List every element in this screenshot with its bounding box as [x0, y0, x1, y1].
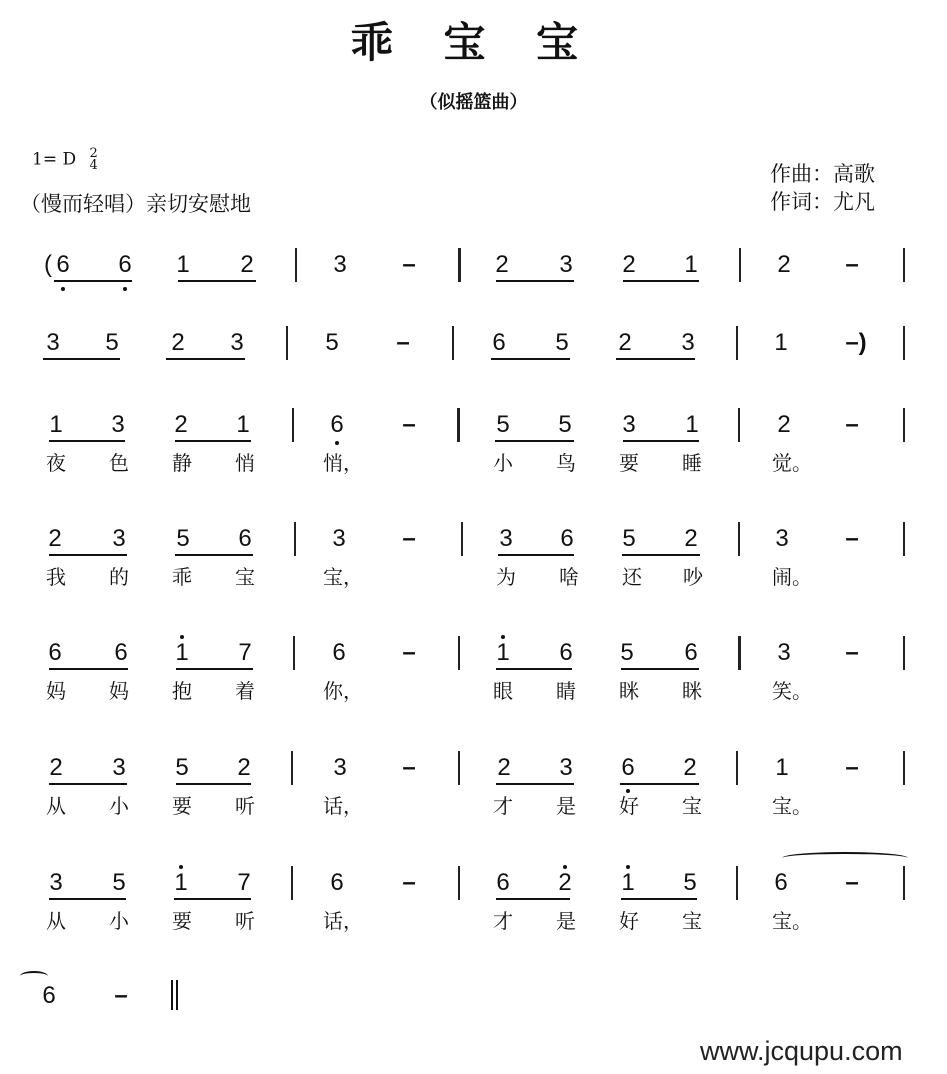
barline	[736, 866, 738, 900]
barline	[452, 326, 454, 360]
eighth-beam	[166, 358, 245, 360]
note: 6	[48, 639, 62, 666]
eighth-beam	[623, 440, 699, 442]
note: 6	[496, 869, 510, 896]
time-signature	[90, 148, 98, 172]
dash: –	[402, 411, 416, 438]
barline	[739, 248, 741, 282]
lyric: 眼	[493, 679, 513, 703]
note: 3	[49, 869, 63, 896]
lyric: 的	[109, 565, 129, 589]
note: 2	[622, 251, 636, 278]
lyric: 妈	[46, 679, 66, 703]
lyric: 悄	[235, 451, 255, 475]
lyric: 静	[172, 451, 192, 475]
barline	[291, 866, 293, 900]
barline	[903, 522, 905, 556]
note: 6	[330, 411, 344, 438]
eighth-beam	[491, 358, 570, 360]
barline	[903, 326, 905, 360]
low-octave-dot	[335, 441, 339, 445]
lyric: 小	[493, 451, 513, 475]
lyric: 要	[172, 909, 192, 933]
score-row-verse-1	[0, 410, 947, 475]
dash: –	[396, 329, 410, 356]
high-octave-dot	[626, 865, 630, 869]
eighth-beam	[496, 280, 574, 282]
tie-slur	[782, 852, 908, 864]
note: 6	[114, 639, 128, 666]
eighth-beam	[178, 280, 256, 282]
eighth-beam	[176, 783, 251, 785]
note: 6	[492, 329, 506, 356]
note: 3	[777, 639, 791, 666]
note: 2	[171, 329, 185, 356]
lyric: 还	[622, 565, 642, 589]
eighth-beam	[498, 554, 574, 556]
score-row-intro-1	[0, 250, 947, 310]
barline	[457, 408, 460, 442]
note: 2	[497, 754, 511, 781]
note: 3	[775, 525, 789, 552]
eighth-beam	[622, 554, 700, 556]
high-octave-dot	[501, 635, 505, 639]
note: 5	[112, 869, 126, 896]
note: 6	[684, 639, 698, 666]
lyric: 从	[46, 794, 66, 818]
lyric: 话，	[323, 909, 363, 933]
score-row-verse-5	[0, 868, 947, 933]
note: 6	[118, 251, 132, 278]
eighth-beam	[49, 898, 126, 900]
lyric: 话，	[323, 794, 363, 818]
tempo-expression: （慢而轻唱）亲切安慰地	[20, 192, 251, 216]
lyric: 从	[46, 909, 66, 933]
eighth-beam	[49, 668, 128, 670]
eighth-beam	[43, 358, 120, 360]
barline	[286, 326, 288, 360]
barline	[903, 866, 905, 900]
low-octave-dot	[123, 287, 127, 291]
low-octave-dot	[61, 287, 65, 291]
score-row-verse-4	[0, 753, 947, 818]
eighth-beam	[176, 668, 253, 670]
note: 5	[683, 869, 697, 896]
composer-credit: 作曲：高歌	[770, 162, 875, 186]
note: 5	[325, 329, 339, 356]
dash: –	[845, 754, 859, 781]
note: 1	[685, 411, 699, 438]
barline	[458, 636, 460, 670]
note: 1	[621, 869, 635, 896]
barline	[458, 248, 461, 282]
note: 3	[46, 329, 60, 356]
note: 6	[42, 982, 56, 1009]
high-octave-dot	[180, 635, 184, 639]
lyric: 抱	[172, 679, 192, 703]
lyric: 宝	[235, 565, 255, 589]
score-row-coda	[0, 981, 947, 1041]
eighth-beam	[621, 898, 697, 900]
barline	[903, 751, 905, 785]
lyric: 妈	[109, 679, 129, 703]
note: 1	[176, 251, 190, 278]
lyric: 笑。	[772, 679, 812, 703]
time-signature-top: 2	[89, 146, 98, 161]
eighth-beam	[620, 783, 699, 785]
barline	[294, 522, 296, 556]
lyric: 闹。	[772, 565, 812, 589]
barline	[903, 248, 905, 282]
eighth-beam	[496, 898, 570, 900]
note: 2	[237, 754, 251, 781]
lyric: 睡	[682, 451, 702, 475]
dash: –	[402, 251, 416, 278]
note: 2	[777, 411, 791, 438]
dash: –	[402, 639, 416, 666]
note: 2	[495, 251, 509, 278]
lyric: 宝，	[323, 565, 363, 589]
note: 5	[175, 754, 189, 781]
lyric: 是	[556, 794, 576, 818]
barline	[738, 522, 740, 556]
watermark: www.jcqupu.com	[700, 1036, 903, 1066]
note: 7	[237, 869, 251, 896]
barline	[736, 326, 738, 360]
note: 1	[175, 639, 189, 666]
barline	[461, 522, 463, 556]
barline	[903, 408, 905, 442]
high-octave-dot	[179, 865, 183, 869]
lyric: 是	[556, 909, 576, 933]
note: 5	[558, 411, 572, 438]
lyric: 眯	[619, 679, 639, 703]
barline	[292, 408, 294, 442]
note: 1	[174, 869, 188, 896]
score-row-verse-2	[0, 524, 947, 589]
note: 5	[555, 329, 569, 356]
note: 5	[176, 525, 190, 552]
lyric: 我	[46, 565, 66, 589]
lyric: 夜	[46, 451, 66, 475]
eighth-beam	[496, 668, 572, 670]
eighth-beam	[175, 440, 251, 442]
eighth-beam	[49, 783, 127, 785]
note: 2	[777, 251, 791, 278]
eighth-beam	[174, 898, 251, 900]
note: 5	[620, 639, 634, 666]
credits	[770, 160, 875, 216]
barline	[295, 248, 297, 282]
eighth-beam	[623, 280, 699, 282]
lyric: 才	[493, 909, 513, 933]
dash: –	[845, 525, 859, 552]
lyric: 好	[619, 909, 639, 933]
dash: –	[114, 982, 128, 1009]
eighth-beam	[616, 358, 695, 360]
lyric: 听	[235, 794, 255, 818]
score-row-intro-2	[0, 328, 947, 388]
note: 6	[56, 251, 70, 278]
note: 6	[621, 754, 635, 781]
lyric: 才	[493, 794, 513, 818]
note: 2	[683, 754, 697, 781]
time-signature-bottom: 4	[89, 158, 98, 173]
note: 6	[330, 869, 344, 896]
dash: –	[845, 411, 859, 438]
note: 6	[238, 525, 252, 552]
note: 7	[238, 639, 252, 666]
barline	[736, 751, 738, 785]
eighth-beam	[621, 668, 699, 670]
lyric: 悄，	[323, 451, 363, 475]
lyric: 色	[109, 451, 129, 475]
lyric: 听	[235, 909, 255, 933]
barline	[458, 866, 460, 900]
lyric: 要	[172, 794, 192, 818]
score-row-verse-3	[0, 638, 947, 703]
note: 2	[49, 754, 63, 781]
lyric: 着	[235, 679, 255, 703]
note: 2	[558, 869, 572, 896]
song-title: 乖 宝 宝	[350, 18, 597, 67]
note: 1	[684, 251, 698, 278]
note: 3	[333, 251, 347, 278]
lyric: 睛	[556, 679, 576, 703]
open-paren: (	[44, 251, 52, 278]
note: 3	[332, 525, 346, 552]
lyric: 乖	[172, 565, 192, 589]
lyric: 宝	[682, 909, 702, 933]
eighth-beam	[175, 554, 253, 556]
note: 1	[496, 639, 510, 666]
dash: –	[402, 869, 416, 896]
eighth-beam	[49, 440, 125, 442]
note: 6	[774, 869, 788, 896]
barline	[291, 751, 293, 785]
note: 6	[560, 525, 574, 552]
dash: –	[845, 639, 859, 666]
note: 1	[775, 754, 789, 781]
note: 2	[240, 251, 254, 278]
note: 3	[622, 411, 636, 438]
lyric: 你，	[323, 679, 363, 703]
key-signature	[32, 148, 98, 172]
note: 3	[333, 754, 347, 781]
tie-slur	[20, 971, 48, 981]
lyric: 好	[619, 794, 639, 818]
lyric: 宝。	[772, 794, 812, 818]
lyric: 觉。	[772, 451, 812, 475]
final-double-barline	[171, 980, 179, 1010]
lyric: 宝	[682, 794, 702, 818]
note: 3	[112, 754, 126, 781]
high-octave-dot	[563, 865, 567, 869]
eighth-beam	[49, 554, 127, 556]
dash: –	[845, 869, 859, 896]
note: 6	[332, 639, 346, 666]
barline	[738, 636, 741, 670]
key-label: 1= D	[32, 149, 77, 170]
lyric: 眯	[682, 679, 702, 703]
note: 5	[496, 411, 510, 438]
barline	[293, 636, 295, 670]
dash: –	[402, 525, 416, 552]
eighth-beam	[54, 280, 132, 282]
barline	[458, 751, 460, 785]
lyric: 吵	[683, 565, 703, 589]
note: 2	[48, 525, 62, 552]
song-subtitle: （似摇篮曲）	[419, 92, 528, 113]
lyric: 要	[619, 451, 639, 475]
eighth-beam	[496, 783, 574, 785]
note: 6	[559, 639, 573, 666]
barline	[903, 636, 905, 670]
note: 3	[681, 329, 695, 356]
lyric: 小	[109, 794, 129, 818]
lyricist-credit: 作词：尤凡	[770, 190, 875, 214]
note: 3	[499, 525, 513, 552]
lyric: 小	[109, 909, 129, 933]
dash-close-paren: –)	[845, 329, 867, 356]
note: 1	[774, 329, 788, 356]
note: 5	[105, 329, 119, 356]
eighth-beam	[495, 440, 574, 442]
lyric: 啥	[559, 565, 579, 589]
note: 1	[236, 411, 250, 438]
lyric: 鸟	[556, 451, 576, 475]
note: 2	[174, 411, 188, 438]
dash: –	[402, 754, 416, 781]
note: 2	[618, 329, 632, 356]
lyric: 宝。	[772, 909, 812, 933]
note: 3	[112, 525, 126, 552]
note: 2	[684, 525, 698, 552]
note: 3	[230, 329, 244, 356]
lyric: 为	[496, 565, 516, 589]
note: 1	[49, 411, 63, 438]
note: 3	[111, 411, 125, 438]
note: 5	[622, 525, 636, 552]
note: 3	[559, 251, 573, 278]
note: 3	[559, 754, 573, 781]
barline	[738, 408, 740, 442]
dash: –	[845, 251, 859, 278]
